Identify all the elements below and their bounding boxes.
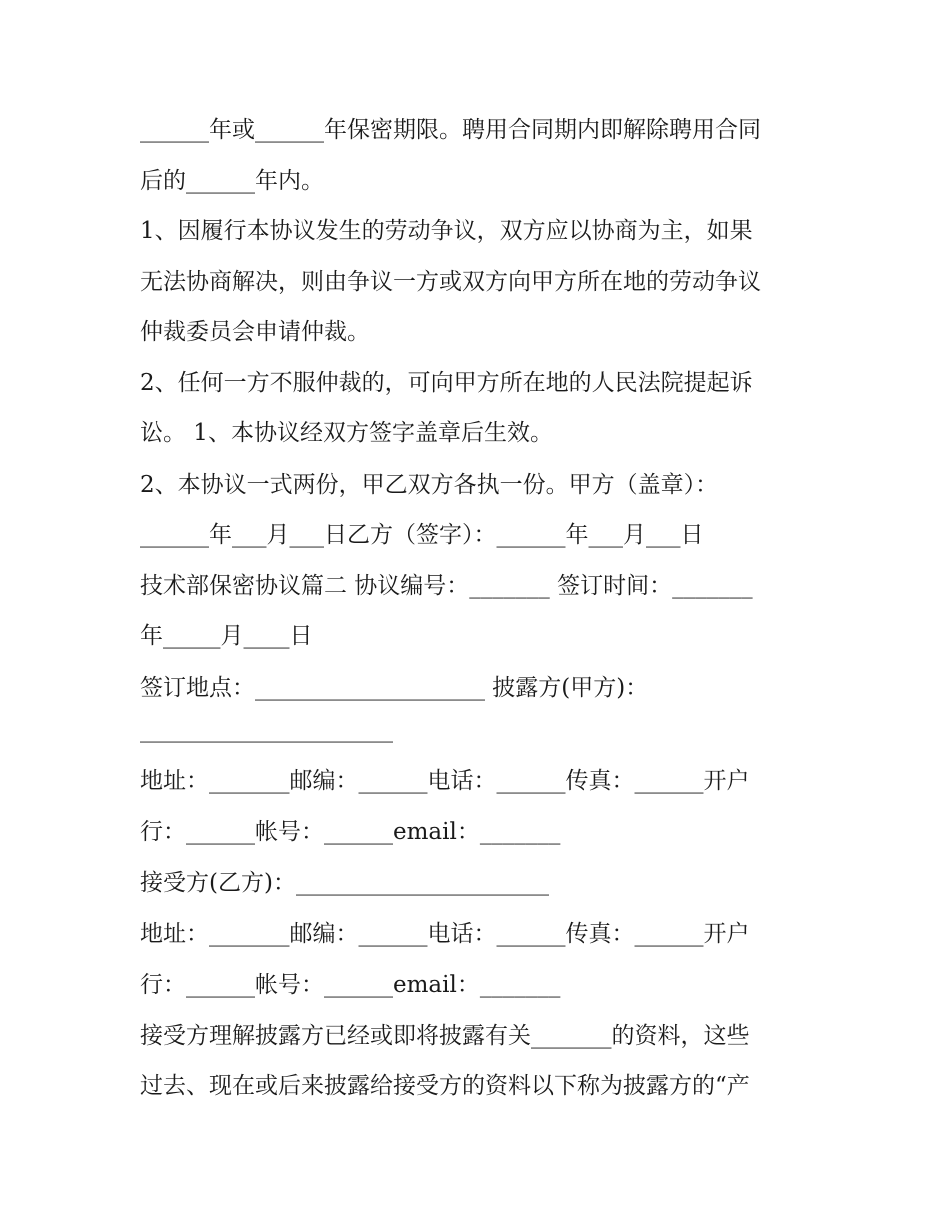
text-line-13: ______________________: [140, 717, 393, 743]
text-line-3: 1、因履行本协议发生的劳动争议，双方应以协商为主，如果: [140, 218, 753, 244]
text-line-4: 无法协商解决，则由争议一方或双方向甲方所在地的劳动争议: [140, 269, 761, 295]
text-line-16: 接受方(乙方)：______________________: [140, 870, 549, 896]
text-line-15: 行：______帐号：______email：_______: [140, 819, 561, 845]
text-line-8: 2、本协议一式两份，甲乙双方各执一份。甲方（盖章）：: [140, 472, 719, 498]
text-line-18: 行：______帐号：______email：_______: [140, 972, 561, 998]
text-line-14: 地址：_______邮编：______电话：______传真：______开户: [140, 768, 750, 794]
text-line-7: 讼。 1、本协议经双方签字盖章后生效。: [140, 420, 553, 446]
text-line-6: 2、任何一方不服仲裁的，可向甲方所在地的人民法院提起诉: [140, 370, 753, 396]
text-line-9: ______年___月___日乙方（签字）：______年___月___日: [140, 522, 704, 548]
text-line-17: 地址：_______邮编：______电话：______传真：______开户: [140, 921, 750, 947]
text-line-20: 过去、现在或后来披露给接受方的资料以下称为披露方的“产: [140, 1073, 750, 1099]
text-line-2: 后的______年内。: [140, 168, 324, 194]
text-line-12: 签订地点：____________________ 披露方(甲方)：: [140, 675, 649, 701]
text-line-5: 仲裁委员会申请仲裁。: [140, 319, 370, 345]
text-line-1: ______年或______年保密期限。聘用合同期内即解除聘用合同: [140, 117, 761, 143]
text-line-10: 技术部保密协议篇二 协议编号：_______ 签订时间：_______: [140, 573, 753, 599]
text-line-19: 接受方理解披露方已经或即将披露有关_______的资料，这些: [140, 1023, 750, 1049]
text-line-11: 年_____月____日: [140, 623, 313, 649]
